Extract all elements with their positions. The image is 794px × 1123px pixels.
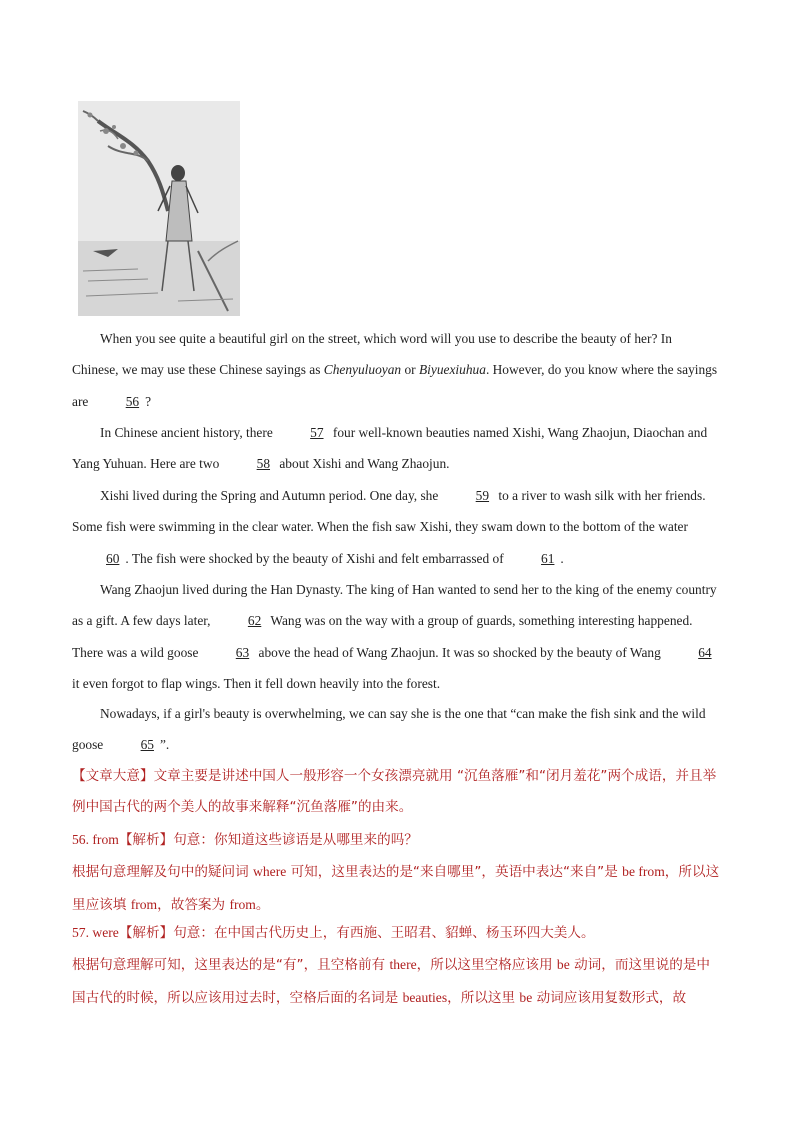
summary-tag: 【文章大意】 (72, 768, 154, 784)
blank-63: 63 (235, 644, 250, 660)
analysis-q57: 57. were【解析】句意：在中国古代历史上，有西施、王昭君、貂蝉、杨玉环四大美人。 根据句意理解可知，这里表达的是“有”，且空格前有 there，所以这里空格应该用 be 动词，而这里说的是中国古代的时候，所以应该用过去时，空格后面的名词是 beauties，所以这里 be 动词应该用复数形式，故 (72, 925, 711, 1006)
passage-paragraph-1: When you see quite a beautiful girl on the street, which word will you use to describe the beauty of her? In Chinese, we may use these Chinese sayings as Chenyuluoyan or Biyuexiuhua. However, do you know where the sayings are 56 ? (72, 323, 720, 417)
blank-57: 57 (310, 425, 324, 440)
passage-paragraph-5: Nowadays, if a girl's beauty is overwhelming, we can say she is the one that “can make the fish sink and the wild goose 65 ”. (72, 698, 720, 761)
passage-paragraph-3: Xishi lived during the Spring and Autumn period. One day, she 59 to a river to wash silk with her friends. Some fish were swimming in the clear water. When the fish saw Xishi, they swam down to the bottom of the water 60 . The fish were shocked by the beauty of Xishi and felt embarrassed of 61 . (72, 480, 720, 574)
blank-62: 62 (247, 613, 262, 629)
illustration-image (78, 101, 240, 316)
blank-56: 56 (125, 393, 140, 409)
blank-64: 64 (698, 644, 712, 660)
blank-61: 61 (541, 550, 555, 566)
analysis-q56: 56. from【解析】句意：你知道这些谚语是从哪里来的吗？ 根据句意理解及句中的疑问词 where 可知，这里表达的是“来自哪里”，英语中表达“来自”是 be from，所以这里应该填 from，故答案为 from。 (72, 832, 720, 913)
passage-paragraph-2: In Chinese ancient history, there 57 four well-known beauties named Xishi, Wang Zhaojun, Diaochan and Yang Yuhuan. Here are two 58 about Xishi and Wang Zhaojun. (72, 417, 720, 480)
blank-59: 59 (475, 488, 490, 503)
blank-58: 58 (256, 456, 271, 472)
blank-60: 60 (106, 550, 120, 566)
summary-section: 【文章大意】文章主要是讲述中国人一般形容一个女孩漂亮就用 “沉鱼落雁”和“闭月羞花”两个成语，并且举例中国古代的两个美人的故事来解释“沉鱼落雁”的由来。 (72, 768, 717, 816)
blank-65: 65 (140, 737, 154, 753)
passage-paragraph-4: Wang Zhaojun lived during the Han Dynasty. The king of Han wanted to send her to the king of the enemy country as a gift. A few days later, 62 Wang was on the way with a group of guards, something interesting happened. There was a wild goose 63 above the head of Wang Zhaojun. It was so shocked by the beauty of Wang 64 it even forgot to flap wings. Then it fell down heavily into the forest. (72, 582, 717, 691)
